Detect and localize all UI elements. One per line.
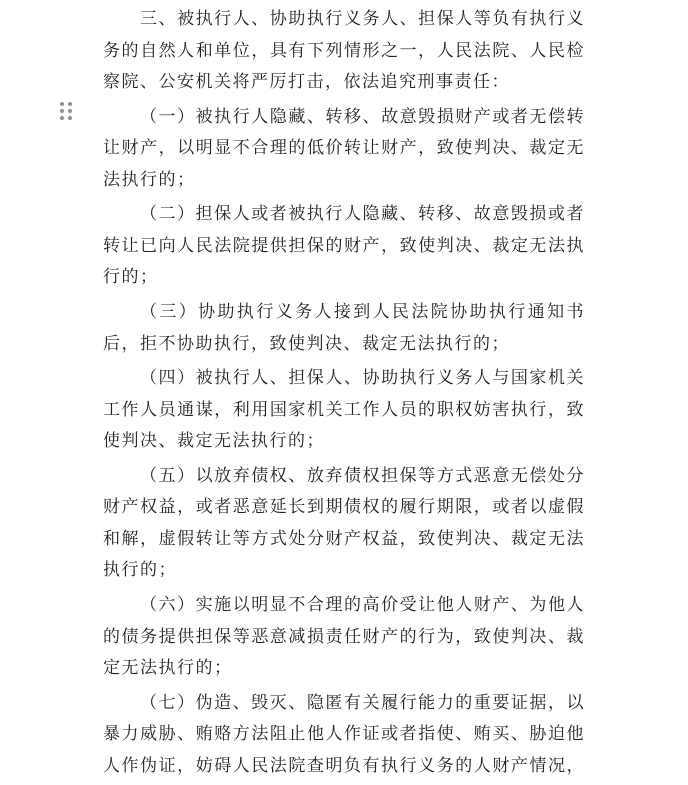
paragraph-item-3[interactable] <box>103 297 585 360</box>
text-line: （三）协助执行义务人接到人民法院协助执行通知书 <box>140 302 585 323</box>
text-line: 财产权益，或者恶意延长到期债权的履行期限，或者以虚假 <box>103 497 585 518</box>
paragraph-item-4[interactable] <box>103 363 585 458</box>
text-line: 转让已向人民法院提供担保的财产，致使判决、裁定无法执 <box>103 235 585 256</box>
drag-handle-icon[interactable] <box>59 101 73 121</box>
text-line: 使判决、裁定无法执行的； <box>103 431 325 452</box>
text-line: （六）实施以明显不合理的高价受让他人财产、为他人 <box>140 595 585 616</box>
paragraph-item-5[interactable] <box>103 461 585 587</box>
paragraph-section-3[interactable] <box>103 4 585 99</box>
text-line: 察院、公安机关将严厉打击，依法追究刑事责任： <box>103 72 510 92</box>
text-line: （四）被执行人、担保人、协助执行义务人与国家机关 <box>140 368 585 389</box>
text-line: 行的； <box>103 267 159 288</box>
text-line: 和解，虚假转让等方式处分财产权益，致使判决、裁定无法 <box>103 528 585 549</box>
text-line: 让财产，以明显不合理的低价转让财产，致使判决、裁定无 <box>103 138 585 159</box>
text-line: 工作人员通谋，利用国家机关工作人员的职权妨害执行，致 <box>103 399 585 420</box>
text-line: 暴力威胁、贿赂方法阻止他人作证或者指使、贿买、胁迫他 <box>103 724 585 745</box>
text-line: 务的自然人和单位，具有下列情形之一，人民法院、人民检 <box>103 40 585 61</box>
text-line: 后，拒不协助执行，致使判决、裁定无法执行的； <box>103 333 510 354</box>
text-line: 的债务提供担保等恶意减损责任财产的行为，致使判决、裁 <box>103 626 585 647</box>
document-body <box>103 4 585 782</box>
text-line: 三、被执行人、协助执行义务人、担保人等负有执行义 <box>140 9 585 29</box>
text-line: 定无法执行的； <box>103 658 233 679</box>
text-line: （五）以放弃债权、放弃债权担保等方式恶意无偿处分 <box>140 465 585 486</box>
text-line: 人作伪证，妨碍人民法院查明负有执行义务的人财产情况， <box>103 755 585 776</box>
paragraph-item-1[interactable] <box>103 102 585 197</box>
paragraph-item-6[interactable] <box>103 590 585 685</box>
text-line: 执行的； <box>103 560 177 581</box>
paragraph-item-7[interactable] <box>103 688 585 783</box>
text-line: （七）伪造、毁灭、隐匿有关履行能力的重要证据，以 <box>140 692 585 713</box>
text-line: 法执行的； <box>103 169 196 190</box>
paragraph-item-2[interactable] <box>103 199 585 294</box>
text-line: （二）担保人或者被执行人隐藏、转移、故意毁损或者 <box>140 204 585 225</box>
text-line: （一）被执行人隐藏、转移、故意毁损财产或者无偿转 <box>140 106 585 127</box>
